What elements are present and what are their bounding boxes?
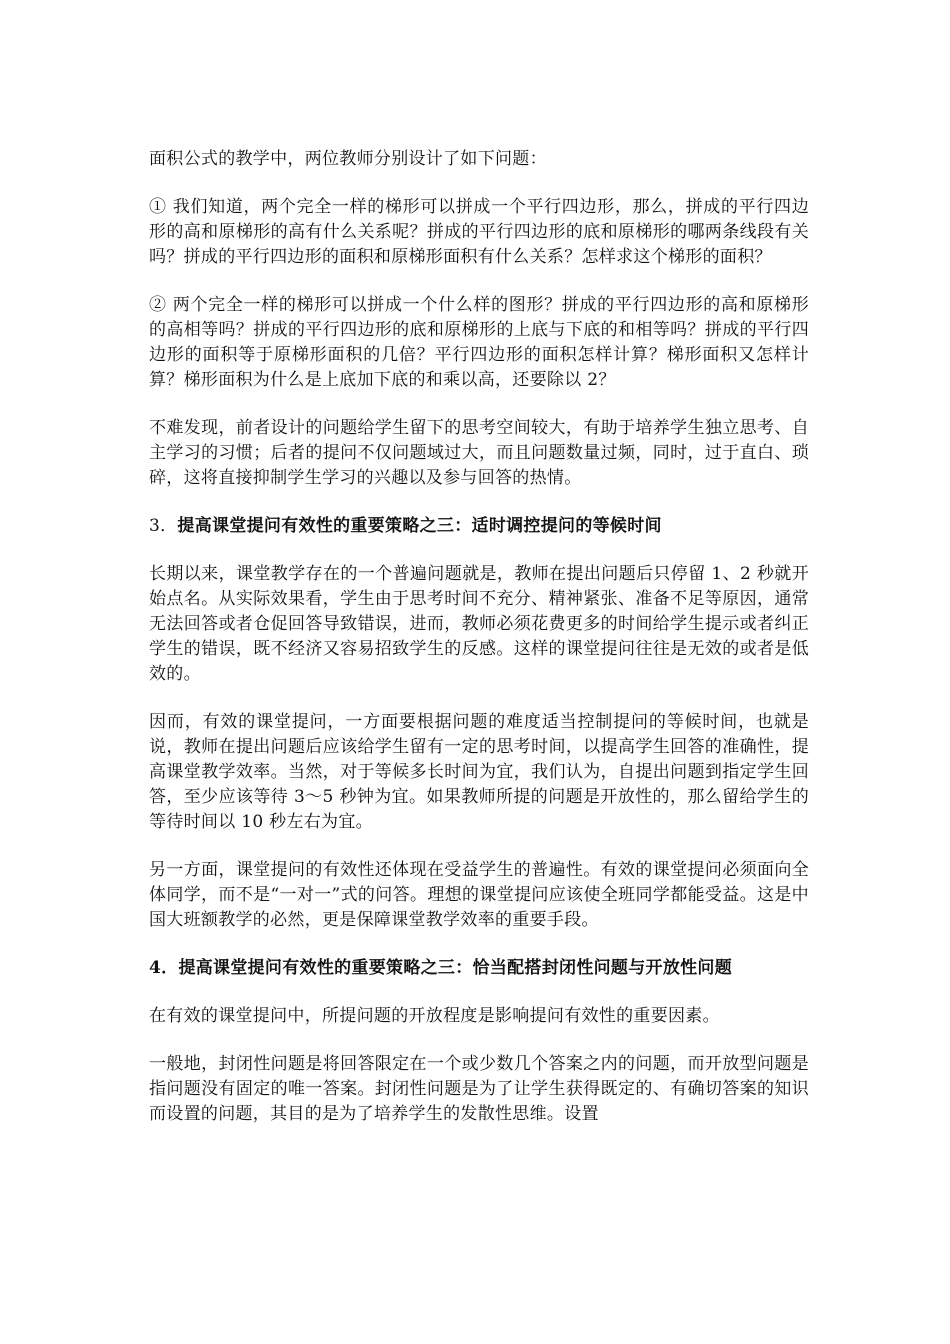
section-number-3: 3． (149, 516, 178, 536)
paragraph-wait-time-advice: 因而，有效的课堂提问，一方面要根据问题的难度适当控制提问的等候时间，也就是说，教师在提出问题后应该给学生留有一定的思考时间，以提高学生回答的准确性，提高课堂教学效率。当然，对于等候多长时间为宜，我们认为，自提出问题到指定学生回答，至少应该等待 3～5 秒钟为宜。如果教师所提的问题是开放性的，那么留给学生的等待时间以 10 秒左右为宜。 (149, 712, 809, 832)
paragraph-question-2: ② 两个完全一样的梯形可以拼成一个什么样的图形？拼成的平行四边形的高和原梯形的高相等吗？拼成的平行四边形的底和原梯形的上底与下底的和相等吗？拼成的平行四边形的面积等于原梯形面积的几倍？平行四边形的面积怎样计算？梯形面积又怎样计算？梯形面积为什么是上底加下底的和乘以高，还要除以 2？ (149, 295, 809, 390)
paragraph-closed-vs-open: 一般地，封闭性问题是将回答限定在一个或少数几个答案之内的问题，而开放型问题是指问题没有固定的唯一答案。封闭性问题是为了让学生获得既定的、有确切答案的知识而设置的问题，其目的是为了培养学生的发散性思维。设置 (149, 1054, 809, 1124)
section-title-3: 提高课堂提问有效性的重要策略之三：适时调控提问的等候时间 (177, 516, 662, 536)
section-heading-3 (149, 514, 809, 539)
section-title-4: 提高课堂提问有效性的重要策略之三：恰当配搭封闭性问题与开放性问题 (178, 958, 733, 978)
paragraph-wait-time-problem: 长期以来，课堂教学存在的一个普遍问题就是，教师在提出问题后只停留 1、2 秒就开始点名。从实际效果看，学生由于思考时间不充分、精神紧张、准备不足等原因，通常无法回答或者仓促回答导致错误，进而，教师必须花费更多的时间给学生提示或者纠正学生的错误，既不经济又容易招致学生的反感。这样的课堂提问往往是无效的或者是低效的。 (149, 564, 809, 684)
paragraph-openness: 在有效的课堂提问中，所提问题的开放程度是影响提问有效性的重要因素。 (149, 1006, 720, 1026)
paragraph-intro: 面积公式的教学中，两位教师分别设计了如下问题： (149, 149, 547, 169)
section-heading-4 (149, 956, 809, 981)
paragraph-question-1: ① 我们知道，两个完全一样的梯形可以拼成一个平行四边形，那么，拼成的平行四边形的高和原梯形的高有什么关系呢？拼成的平行四边形的底和原梯形的哪两条线段有关吗？拼成的平行四边形的面积和原梯形面积有什么关系？怎样求这个梯形的面积？ (149, 197, 809, 267)
document-page (149, 147, 809, 1150)
paragraph-comparison: 不难发现，前者设计的问题给学生留下的思考空间较大，有助于培养学生独立思考、自主学习的习惯；后者的提问不仅问题域过大，而且问题数量过频，同时，过于直白、琐碎，这将直接抑制学生学习的兴趣以及参与回答的热情。 (149, 418, 809, 488)
section-number-4: 4． (149, 958, 179, 978)
paragraph-all-students: 另一方面，课堂提问的有效性还体现在受益学生的普遍性。有效的课堂提问必须面向全体同学，而不是“一对一”式的问答。理想的课堂提问应该使全班同学都能受益。这是中国大班额教学的必然，更是保障课堂教学效率的重要手段。 (149, 860, 809, 930)
